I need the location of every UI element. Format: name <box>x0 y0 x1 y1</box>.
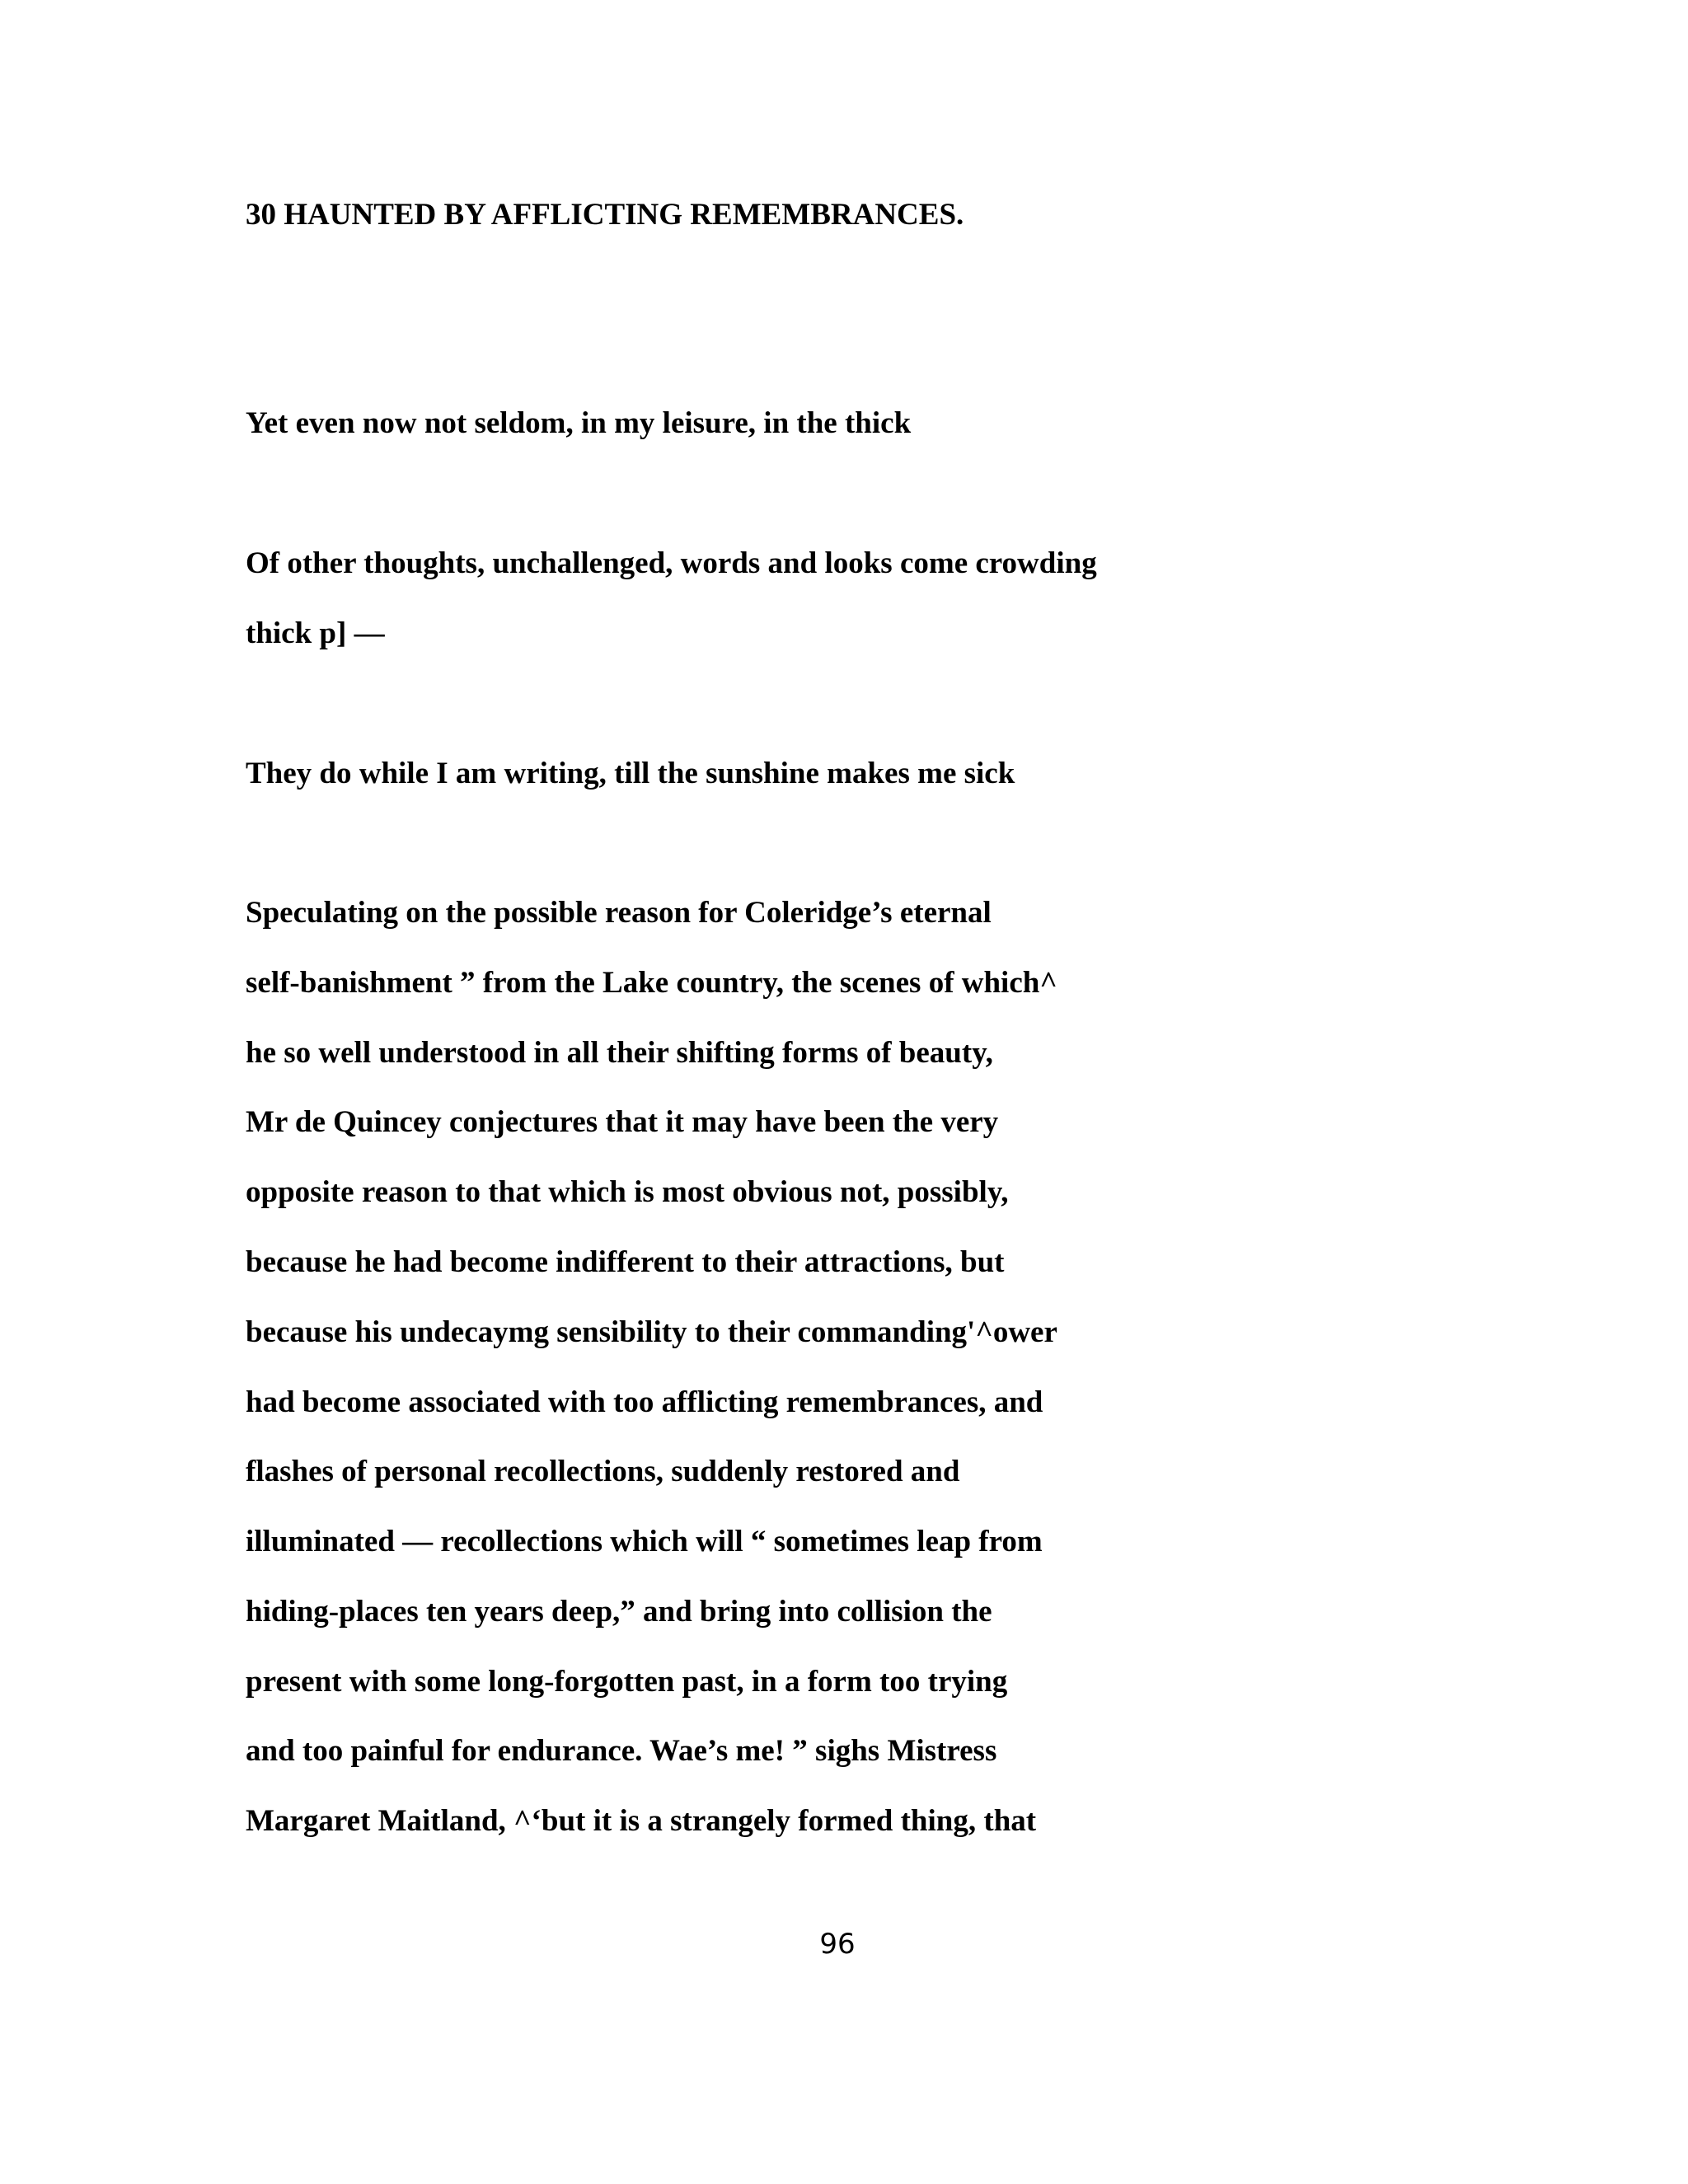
paragraph-line: opposite reason to that which is most obvious not, possibly, <box>246 1175 1009 1209</box>
paragraph-line: he so well understood in all their shifting forms of beauty, <box>246 1036 993 1070</box>
paragraph-line: hiding-places ten years deep,” and bring into collision the <box>246 1595 992 1629</box>
verse-line: They do while I am writing, till the sunshine makes me sick <box>246 757 1015 790</box>
verse-line: Yet even now not seldom, in my leisure, in the thick <box>246 406 912 440</box>
paragraph-line: and too painful for endurance. Wae’s me! ” sighs Mistress <box>246 1734 997 1768</box>
page-number: 96 <box>819 1928 856 1961</box>
paragraph-line: present with some long-forgotten past, in a form too trying <box>246 1665 1008 1699</box>
page-heading: 30 HAUNTED BY AFFLICTING REMEMBRANCES. <box>246 198 964 232</box>
paragraph-line: because his undecaymg sensibility to their commanding'^ower <box>246 1315 1057 1349</box>
verse-line: thick p] — <box>246 616 385 650</box>
paragraph-line: Speculating on the possible reason for Coleridge’s eternal <box>246 896 992 930</box>
paragraph-line: Margaret Maitland, ^‘but it is a strangely formed thing, that <box>246 1804 1037 1838</box>
paragraph-line: because he had become indifferent to their attractions, but <box>246 1245 1005 1279</box>
verse-line: Of other thoughts, unchallenged, words and looks come crowding <box>246 546 1097 580</box>
paragraph-line: had become associated with too afflicting remembrances, and <box>246 1385 1043 1419</box>
paragraph-line: illuminated — recollections which will “ sometimes leap from <box>246 1525 1043 1558</box>
paragraph-line: Mr de Quincey conjectures that it may have been the very <box>246 1105 999 1139</box>
paragraph-line: flashes of personal recollections, suddenly restored and <box>246 1455 960 1488</box>
paragraph-line: self-banishment ” from the Lake country, the scenes of which^ <box>246 966 1057 1000</box>
